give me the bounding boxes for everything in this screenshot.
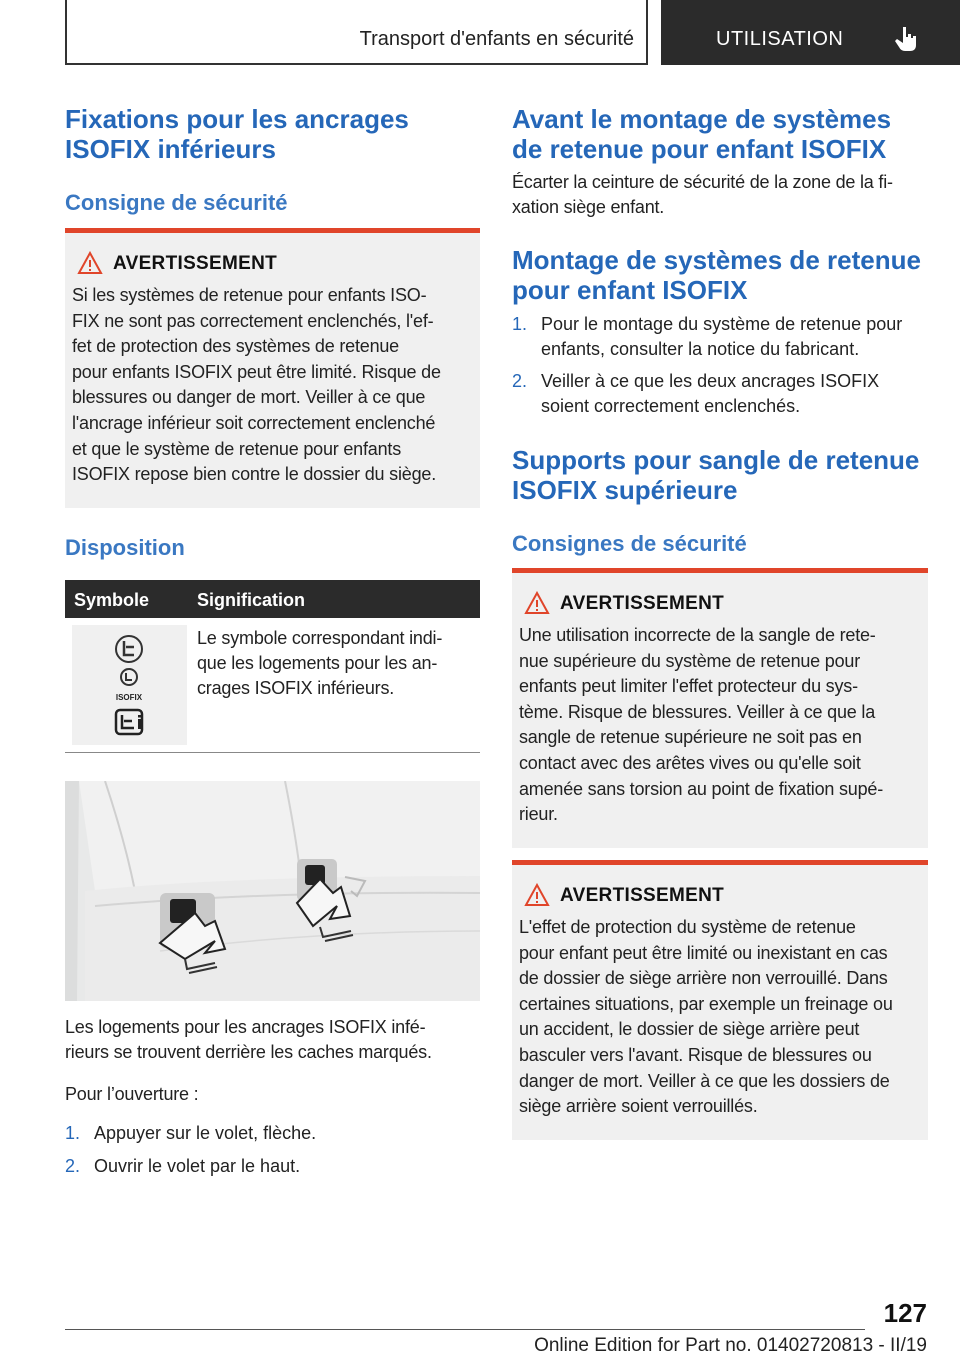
table-divider [65, 752, 480, 753]
warning-box-top-tether [512, 568, 928, 848]
warning-triangle-icon [524, 591, 550, 615]
footer-divider [65, 1329, 865, 1330]
safety-heading: Consigne de sécurité [65, 190, 288, 215]
list-item: 2. Veiller à ce que les deux ancrages ISOFIX soient correctement enclenchés. [512, 371, 880, 416]
table-header-signification: Signification [197, 590, 305, 610]
section-title-before-mounting: Avant le montage de systèmes de retenue pour enfant ISOFIX [512, 104, 892, 164]
section-title-top-tether: Supports pour sangle de retenue ISOFIX supérieure [512, 445, 920, 505]
isofix-symbol-text: ISOFIX [115, 693, 143, 702]
warning-triangle-icon [77, 251, 103, 275]
warning-label: AVERTISSEMENT [113, 253, 278, 274]
before-mounting-text: Écarter la ceinture de sécurité de la zone de la fi‐ xation siège enfant. [512, 172, 893, 217]
header-section-title: Transport d'enfants en sécurité [359, 28, 634, 50]
isofix-anchor-photo [65, 781, 480, 1001]
rear-seat-illustration [65, 781, 480, 1001]
opening-intro: Pour l’ouverture : [65, 1084, 199, 1104]
warning-text: Si les systèmes de retenue pour enfants ISO‐ FIX ne sont pas correctement enclenchés, l'ef‐ fet de protection des systèmes de retenue pour enfants ISOFIX peut être limité. Risque de blessures ou danger de mort. Veiller à ce que l'ancrage inférieur soit correctement enclenché et que le système de retenue pour enfants ISOFIX repose bien contre le dossier du siège. [72, 285, 441, 485]
disposition-heading: Disposition [65, 535, 185, 560]
isofix-symbol-icon [72, 625, 187, 745]
header-chapter-tab[interactable] [661, 0, 960, 65]
header-section-box [65, 0, 648, 65]
section-title: Fixations pour les ancrages ISOFIX inférieurs [65, 104, 409, 164]
warning-triangle-icon [524, 883, 550, 907]
footer-edition: Online Edition for Part no. 01402720813 - II/19 [534, 1335, 927, 1356]
photo-caption: Les logements pour les ancrages ISOFIX infé‐ rieurs se trouvent derrière les caches marqués. [65, 1017, 432, 1062]
warning-box-isofix [65, 228, 480, 508]
list-item: 1. Pour le montage du système de retenue pour enfants, consulter la notice du fabricant. [512, 314, 903, 359]
warning-label: AVERTISSEMENT [560, 593, 725, 614]
warning-label: AVERTISSEMENT [560, 885, 725, 906]
warning-box-seat-back [512, 860, 928, 1140]
hand-pointer-icon [894, 25, 920, 53]
table-header [65, 580, 480, 618]
warning-text: L'effet de protection du système de retenue pour enfant peut être limité ou inexistant en cas de dossier de siège arrière non verrouillé. Dans certaines situations, par exemple un freinage ou un accident, le dossier de siège arrière peut basculer vers l'avant. Risque de blessures ou danger de mort. Veiller à ce que les dossiers de siège arrière soient verrouillés. [519, 917, 893, 1117]
safety-heading-right: Consignes de sécurité [512, 531, 747, 556]
table-header-symbole: Symbole [74, 590, 150, 610]
header-chapter-title: UTILISATION [716, 28, 844, 50]
isofix-symbol-cell [72, 625, 187, 745]
list-item: 1. Appuyer sur le volet, flèche. [65, 1123, 317, 1143]
warning-text: Une utilisation incorrecte de la sangle de rete‐ nue supérieure du système de retenue pour enfants peut limiter l'effet protecteur du sys‐ tème. Risque de blessures. Veiller à ce que la sangle de retenue supérieure ne soit pas en contact avec des arêtes vives ou qu'elle soit amenée sans torsion au point de fixation supé‐ rieur. [519, 625, 884, 825]
page-number: 127 [883, 1298, 927, 1328]
section-title-mounting: Montage de systèmes de retenue pour enfant ISOFIX [512, 245, 921, 305]
table-meaning: Le symbole correspondant indi‐ que les logements pour les an‐ crages ISOFIX inférieurs. [197, 628, 443, 698]
list-item: 2. Ouvrir le volet par le haut. [65, 1156, 301, 1176]
